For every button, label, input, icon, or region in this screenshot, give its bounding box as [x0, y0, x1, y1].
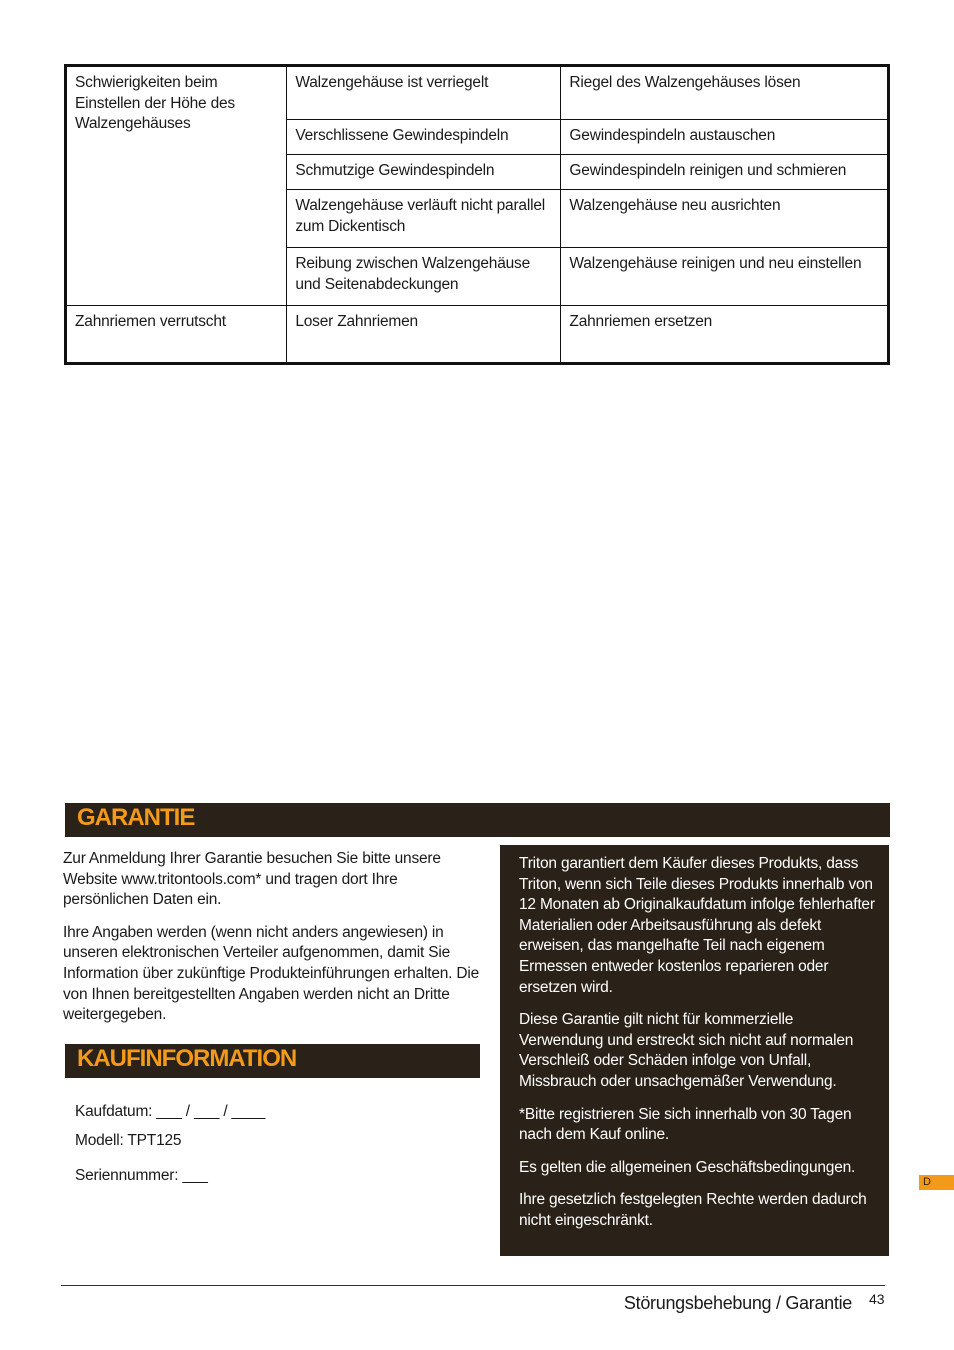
table-cell-cause: Walzengehäuse verläuft nicht parallel zum Dickentisch: [287, 190, 561, 248]
garantie-left-text: [63, 849, 483, 1038]
table-row: [66, 66, 889, 120]
footer-divider: [61, 1285, 885, 1286]
table-cell-cause: Loser Zahnriemen: [287, 306, 561, 364]
table-cell-cause: Reibung zwischen Walzengehäuse und Seitenabdeckungen: [287, 248, 561, 306]
garantie-header: [62, 803, 890, 837]
warranty-paragraph: Diese Garantie gilt nicht für kommerzielle Verwendung und erstreckt sich nicht auf normalen Verschleiß oder Schäden infolge von Unfall, Missbrauch oder unsachgemäßer Verwendung.: [519, 1011, 854, 1090]
table-cell-solution: Gewindespindeln reinigen und schmieren: [561, 155, 889, 190]
table-cell-cause: Walzengehäuse ist verriegelt: [287, 66, 561, 120]
garantie-title: GARANTIE: [77, 804, 195, 831]
table-cell-solution: Walzengehäuse neu ausrichten: [561, 190, 889, 248]
warranty-paragraph: Ihre gesetzlich festgelegten Rechte werden dadurch nicht eingeschränkt.: [519, 1191, 867, 1229]
table-cell-cause: Verschlissene Gewindespindeln: [287, 120, 561, 155]
table-cell-solution: Walzengehäuse reinigen und neu einstellen: [561, 248, 889, 306]
table-cell-cause: Schmutzige Gewindespindeln: [287, 155, 561, 190]
footer-section-title: Störungsbehebung / Garantie: [623, 1293, 852, 1313]
kaufinformation-header: [62, 1044, 480, 1078]
table-cell-solution: Zahnriemen ersetzen: [561, 306, 889, 364]
table-cell-solution: Riegel des Walzengehäuses lösen: [561, 66, 889, 120]
troubleshooting-table: [64, 64, 890, 365]
table-cell-problem: Zahnriemen verrutscht: [66, 306, 287, 364]
table-cell-problem: Schwierigkeiten beim Einstellen der Höhe des Walzengehäuses: [66, 66, 287, 306]
warranty-paragraph: Triton garantiert dem Käufer dieses Produkts, dass Triton, wenn sich Teile dieses Produkts innerhalb von 12 Monaten ab Originalkaufdatum infolge fehlerhafter Materialien oder Arbeitsausführung als defekt erweisen, das mangelhafte Teil nach eigenem Ermessen entweder kostenlos reparieren oder ersetzen wird.: [519, 855, 875, 996]
seriennummer-field: Seriennummer: ___: [75, 1167, 208, 1184]
language-tab: D: [919, 1175, 954, 1190]
table-cell-solution: Gewindespindeln austauschen: [561, 120, 889, 155]
warranty-terms-box: [500, 845, 889, 1256]
modell-field: Modell: TPT125: [75, 1132, 182, 1149]
kaufinformation-title: KAUFINFORMATION: [77, 1045, 297, 1072]
kaufdatum-field: Kaufdatum: ___ / ___ / ____: [75, 1103, 266, 1120]
warranty-paragraph: *Bitte registrieren Sie sich innerhalb von 30 Tagen nach dem Kauf online.: [519, 1105, 852, 1144]
garantie-paragraph: Zur Anmeldung Ihrer Garantie besuchen Sie bitte unsere Website www.tritontools.com* und tragen dort Ihre persönlichen Daten ein.: [63, 850, 441, 909]
warranty-paragraph: Es gelten die allgemeinen Geschäftsbedingungen.: [519, 1158, 856, 1176]
page-number: 43: [869, 1291, 885, 1307]
garantie-paragraph: Ihre Angaben werden (wenn nicht anders angewiesen) in unseren elektronischen Verteiler aufgenommen, damit Sie Information über zukünftige Produkteinführungen erhalten. Die von Ihnen bereitgestellten Angaben werden nicht an Dritte weitergegeben.: [63, 923, 480, 1024]
table-row: [66, 306, 889, 364]
